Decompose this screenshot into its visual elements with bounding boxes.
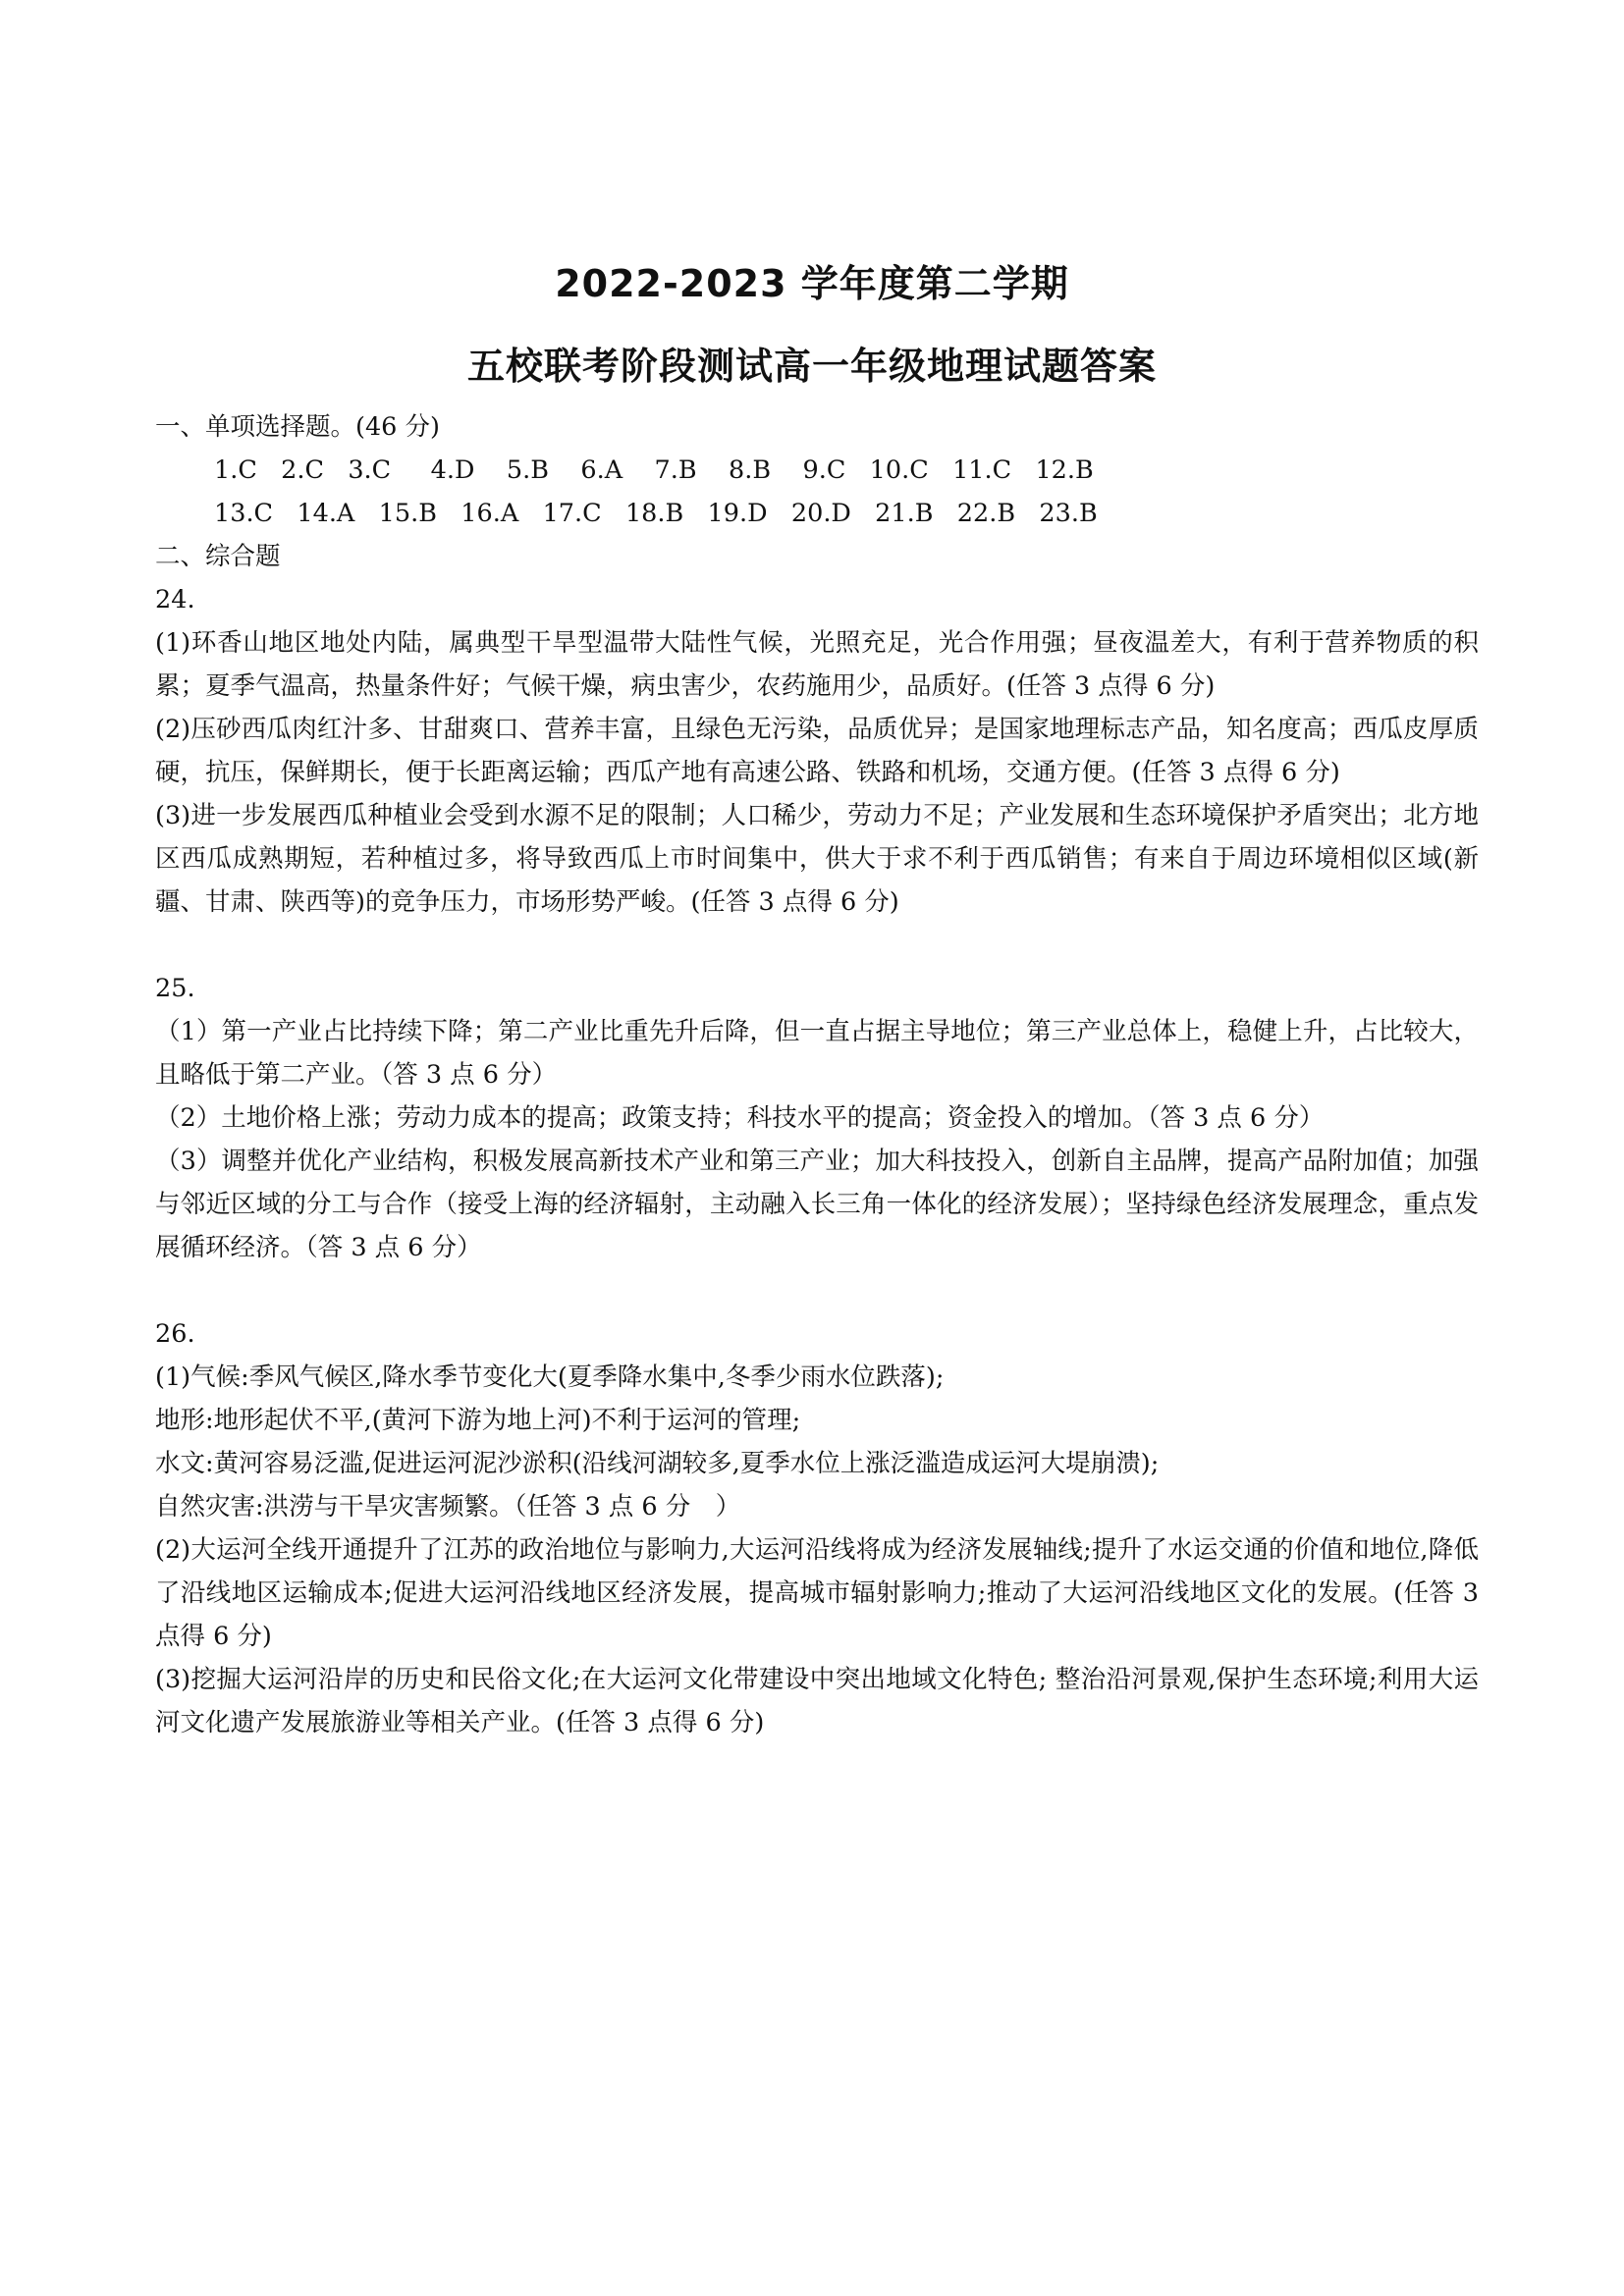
q24-answer-3: (3)进一步发展西瓜种植业会受到水源不足的限制；人口稀少，劳动力不足；产业发展和生态环境保护矛盾突出；北方地区西瓜成熟期短，若种植过多，将导致西瓜上市时间集中，供大于求不利于西瓜销售；有来自于周边环境相似区域(新疆、甘肃、陕西等)的竞争压力，市场形势严峻。(任答 3 点得 6 分) xyxy=(155,801,1479,917)
q26-answer-1-climate: (1)气候:季风气候区,降水季节变化大(夏季降水集中,冬季少雨水位跌落); xyxy=(155,1362,945,1392)
answer-key-row-2: 13.C 14.A 15.B 16.A 17.C 18.B 19.D 20.D 21.B 22.B 23.B xyxy=(214,499,1098,528)
q26-answer-1-disasters: 自然灾害:洪涝与干旱灾害频繁。（任答 3 点 6 分 ） xyxy=(155,1492,741,1522)
question-number-26: 26. xyxy=(155,1319,195,1349)
q24-answer-1: (1)环香山地区地处内陆，属典型干旱型温带大陆性气候，光照充足，光合作用强；昼夜温差大，有利于营养物质的积累；夏季气温高，热量条件好；气候干燥，病虫害少，农药施用少，品质好。(任答 3 点得 6 分) xyxy=(155,628,1479,701)
section-heading-multiple-choice: 一、单项选择题。(46 分) xyxy=(155,412,440,442)
spacer xyxy=(155,1269,1479,1312)
q26-answer-3: (3)挖掘大运河沿岸的历史和民俗文化;在大运河文化带建设中突出地域文化特色; 整治沿河景观,保护生态环境;利用大运河文化遗产发展旅游业等相关产业。(任答 3 点得 6 分) xyxy=(155,1665,1479,1737)
document-body xyxy=(155,405,1479,1744)
answer-key-row-1: 1.C 2.C 3.C 4.D 5.B 6.A 7.B 8.B 9.C 10.C 11.C 12.B xyxy=(214,455,1094,485)
q26-answer-1-terrain: 地形:地形起伏不平,(黄河下游为地上河)不利于运河的管理; xyxy=(155,1406,801,1435)
q26-answer-1-hydrology: 水文:黄河容易泛滥,促进运河泥沙淤积(沿线河湖较多,夏季水位上涨泛滥造成运河大堤崩溃); xyxy=(155,1449,1160,1478)
spacer xyxy=(155,924,1479,967)
section-heading-comprehensive: 二、综合题 xyxy=(155,542,281,571)
document-title-main: 五校联考阶段测试高一年级地理试题答案 xyxy=(466,345,1157,388)
q25-answer-1: （1）第一产业占比持续下降；第二产业比重先升后降，但一直占据主导地位；第三产业总体上，稳健上升，占比较大，且略低于第二产业。（答 3 点 6 分） xyxy=(155,1017,1479,1090)
q25-answer-3: （3）调整并优化产业结构，积极发展高新技术产业和第三产业；加大科技投入，创新自主品牌，提高产品附加值；加强与邻近区域的分工与合作（接受上海的经济辐射，主动融入长三角一体化的经济发展）；坚持绿色经济发展理念，重点发展循环经济。（答 3 点 6 分） xyxy=(155,1147,1479,1262)
q25-answer-2: （2）土地价格上涨；劳动力成本的提高；政策支持；科技水平的提高；资金投入的增加。（答 3 点 6 分） xyxy=(155,1103,1325,1133)
question-number-25: 25. xyxy=(155,974,195,1003)
q24-answer-2: (2)压砂西瓜肉红汁多、甘甜爽口、营养丰富，且绿色无污染，品质优异；是国家地理标志产品，知名度高；西瓜皮厚质硬，抗压，保鲜期长，便于长距离运输；西瓜产地有高速公路、铁路和机场，交通方便。(任答 3 点得 6 分) xyxy=(155,715,1479,787)
question-number-24: 24. xyxy=(155,585,195,614)
document-title-year: 2022-2023 学年度第二学期 xyxy=(555,262,1069,305)
q26-answer-2: (2)大运河全线开通提升了江苏的政治地位与影响力,大运河沿线将成为经济发展轴线;提升了水运交通的价值和地位,降低了沿线地区运输成本;促进大运河沿线地区经济发展，提高城市辐射影响力;推动了大运河沿线地区文化的发展。(任答 3 点得 6 分) xyxy=(155,1535,1479,1651)
